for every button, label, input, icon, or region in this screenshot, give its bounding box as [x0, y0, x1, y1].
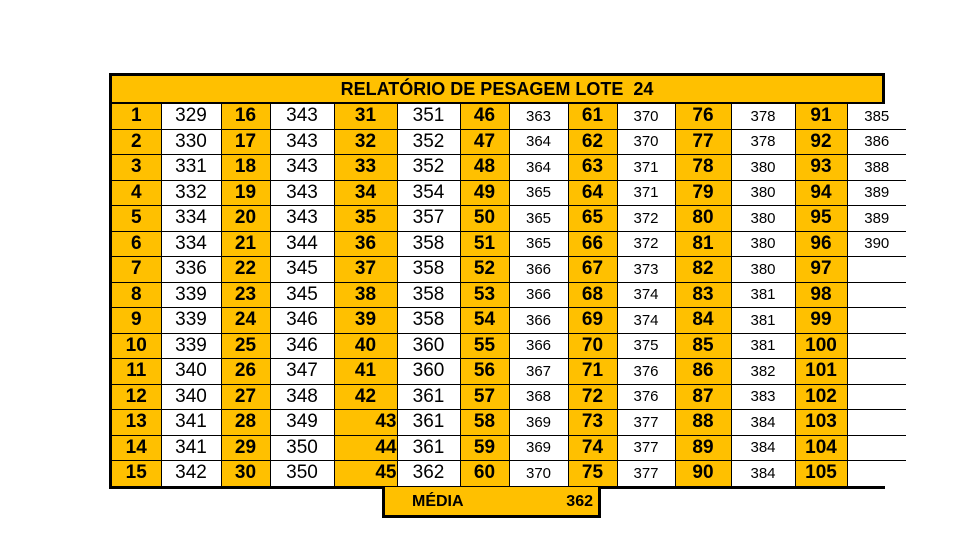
weight-value-cell: 369 — [509, 435, 568, 461]
weight-value-cell: 382 — [731, 359, 795, 385]
animal-number-cell: 96 — [795, 231, 847, 257]
animal-number-cell: 41 — [334, 359, 397, 385]
animal-number-cell: 24 — [221, 308, 270, 334]
weights-table — [112, 104, 906, 486]
weight-value-cell: 371 — [617, 155, 675, 181]
weight-value-cell: 362 — [397, 461, 460, 486]
animal-number-cell: 94 — [795, 180, 847, 206]
animal-number-cell: 62 — [568, 129, 617, 155]
animal-number-cell: 99 — [795, 308, 847, 334]
report-title: RELATÓRIO DE PESAGEM LOTE 24 — [112, 76, 882, 104]
animal-number-cell: 48 — [460, 155, 509, 181]
weight-value-cell: 361 — [397, 410, 460, 436]
weight-value-cell: 348 — [270, 384, 334, 410]
table-row — [112, 231, 906, 257]
animal-number-cell: 103 — [795, 410, 847, 436]
animal-number-cell: 31 — [334, 104, 397, 129]
weight-value-cell: 377 — [617, 435, 675, 461]
weight-value-cell: 372 — [617, 231, 675, 257]
weight-value-cell: 385 — [847, 104, 906, 129]
average-value: 362 — [566, 493, 593, 510]
weight-value-cell: 358 — [397, 257, 460, 283]
animal-number-cell: 6 — [112, 231, 161, 257]
weight-value-cell: 330 — [161, 129, 221, 155]
weight-value-cell: 352 — [397, 155, 460, 181]
animal-number-cell: 40 — [334, 333, 397, 359]
animal-number-cell: 49 — [460, 180, 509, 206]
animal-number-cell: 39 — [334, 308, 397, 334]
table-row — [112, 461, 906, 486]
weight-value-cell: 373 — [617, 257, 675, 283]
animal-number-cell: 37 — [334, 257, 397, 283]
animal-number-cell: 12 — [112, 384, 161, 410]
table-row — [112, 435, 906, 461]
weight-value-cell: 367 — [509, 359, 568, 385]
animal-number-cell: 68 — [568, 282, 617, 308]
animal-number-cell: 54 — [460, 308, 509, 334]
animal-number-cell: 70 — [568, 333, 617, 359]
animal-number-cell: 42 — [334, 384, 397, 410]
animal-number-cell: 33 — [334, 155, 397, 181]
animal-number-cell: 66 — [568, 231, 617, 257]
animal-number-cell: 55 — [460, 333, 509, 359]
weight-value-cell: 345 — [270, 282, 334, 308]
weight-value-cell: 380 — [731, 231, 795, 257]
animal-number-cell: 74 — [568, 435, 617, 461]
weight-value-cell: 340 — [161, 359, 221, 385]
animal-number-cell: 23 — [221, 282, 270, 308]
weight-value-cell: 374 — [617, 282, 675, 308]
weight-value-cell: 340 — [161, 384, 221, 410]
table-row — [112, 104, 906, 129]
animal-number-cell: 87 — [675, 384, 731, 410]
animal-number-cell: 50 — [460, 206, 509, 232]
weight-value-cell: 334 — [161, 231, 221, 257]
weight-value-cell: 329 — [161, 104, 221, 129]
weight-value-cell: 370 — [509, 461, 568, 486]
weight-value-cell: 346 — [270, 333, 334, 359]
weighing-report — [109, 73, 890, 489]
animal-number-cell: 45 — [334, 461, 397, 486]
animal-number-cell: 8 — [112, 282, 161, 308]
weight-value-cell: 381 — [731, 308, 795, 334]
weight-value-cell: 381 — [731, 333, 795, 359]
animal-number-cell: 102 — [795, 384, 847, 410]
animal-number-cell: 90 — [675, 461, 731, 486]
animal-number-cell: 13 — [112, 410, 161, 436]
table-row — [112, 206, 906, 232]
animal-number-cell: 100 — [795, 333, 847, 359]
animal-number-cell: 9 — [112, 308, 161, 334]
table-row — [112, 257, 906, 283]
animal-number-cell: 79 — [675, 180, 731, 206]
animal-number-cell: 34 — [334, 180, 397, 206]
animal-number-cell: 5 — [112, 206, 161, 232]
animal-number-cell: 93 — [795, 155, 847, 181]
weight-value-cell: 336 — [161, 257, 221, 283]
weight-value-cell: 331 — [161, 155, 221, 181]
weight-value-cell: 350 — [270, 461, 334, 486]
animal-number-cell: 51 — [460, 231, 509, 257]
animal-number-cell: 101 — [795, 359, 847, 385]
weight-value-cell: 344 — [270, 231, 334, 257]
animal-number-cell: 58 — [460, 410, 509, 436]
animal-number-cell: 47 — [460, 129, 509, 155]
animal-number-cell: 82 — [675, 257, 731, 283]
weight-value-cell: 364 — [509, 129, 568, 155]
animal-number-cell: 72 — [568, 384, 617, 410]
weight-value-cell: 347 — [270, 359, 334, 385]
weight-value-cell: 349 — [270, 410, 334, 436]
weight-value-cell: 377 — [617, 461, 675, 486]
animal-number-cell: 1 — [112, 104, 161, 129]
animal-number-cell: 60 — [460, 461, 509, 486]
weight-value-cell — [847, 359, 906, 385]
animal-number-cell: 97 — [795, 257, 847, 283]
weight-value-cell: 350 — [270, 435, 334, 461]
animal-number-cell: 17 — [221, 129, 270, 155]
animal-number-cell: 98 — [795, 282, 847, 308]
weight-value-cell — [847, 282, 906, 308]
weight-value-cell: 376 — [617, 359, 675, 385]
table-row — [112, 129, 906, 155]
animal-number-cell: 32 — [334, 129, 397, 155]
weight-value-cell: 386 — [847, 129, 906, 155]
animal-number-cell: 91 — [795, 104, 847, 129]
table-row — [112, 308, 906, 334]
weight-value-cell: 341 — [161, 410, 221, 436]
weight-value-cell: 332 — [161, 180, 221, 206]
weight-value-cell: 389 — [847, 180, 906, 206]
animal-number-cell: 67 — [568, 257, 617, 283]
table-row — [112, 359, 906, 385]
weight-value-cell: 366 — [509, 308, 568, 334]
weight-value-cell: 360 — [397, 359, 460, 385]
weight-value-cell: 366 — [509, 257, 568, 283]
weight-value-cell — [847, 333, 906, 359]
animal-number-cell: 85 — [675, 333, 731, 359]
weight-value-cell: 378 — [731, 104, 795, 129]
animal-number-cell: 77 — [675, 129, 731, 155]
animal-number-cell: 64 — [568, 180, 617, 206]
weight-value-cell: 370 — [617, 129, 675, 155]
weight-value-cell: 376 — [617, 384, 675, 410]
weight-value-cell: 334 — [161, 206, 221, 232]
animal-number-cell: 20 — [221, 206, 270, 232]
weight-value-cell: 341 — [161, 435, 221, 461]
animal-number-cell: 95 — [795, 206, 847, 232]
animal-number-cell: 56 — [460, 359, 509, 385]
animal-number-cell: 88 — [675, 410, 731, 436]
weight-value-cell: 339 — [161, 308, 221, 334]
weight-value-cell: 378 — [731, 129, 795, 155]
animal-number-cell: 105 — [795, 461, 847, 486]
weight-value-cell: 371 — [617, 180, 675, 206]
animal-number-cell: 86 — [675, 359, 731, 385]
animal-number-cell: 71 — [568, 359, 617, 385]
weight-value-cell: 360 — [397, 333, 460, 359]
animal-number-cell: 44 — [334, 435, 397, 461]
animal-number-cell: 59 — [460, 435, 509, 461]
weight-value-cell: 352 — [397, 129, 460, 155]
animal-number-cell: 65 — [568, 206, 617, 232]
table-row — [112, 155, 906, 181]
animal-number-cell: 69 — [568, 308, 617, 334]
weight-value-cell: 372 — [617, 206, 675, 232]
weight-value-cell: 384 — [731, 410, 795, 436]
weight-value-cell: 343 — [270, 104, 334, 129]
weight-value-cell: 380 — [731, 206, 795, 232]
weight-value-cell — [847, 384, 906, 410]
animal-number-cell: 78 — [675, 155, 731, 181]
weight-value-cell — [847, 461, 906, 486]
weight-value-cell: 357 — [397, 206, 460, 232]
weight-value-cell: 366 — [509, 282, 568, 308]
weight-value-cell: 364 — [509, 155, 568, 181]
animal-number-cell: 46 — [460, 104, 509, 129]
animal-number-cell: 10 — [112, 333, 161, 359]
weight-value-cell: 380 — [731, 155, 795, 181]
weight-value-cell — [847, 257, 906, 283]
weight-value-cell: 377 — [617, 410, 675, 436]
weight-value-cell — [847, 435, 906, 461]
weight-value-cell: 383 — [731, 384, 795, 410]
animal-number-cell: 21 — [221, 231, 270, 257]
animal-number-cell: 104 — [795, 435, 847, 461]
weight-value-cell: 343 — [270, 180, 334, 206]
animal-number-cell: 3 — [112, 155, 161, 181]
animal-number-cell: 27 — [221, 384, 270, 410]
weight-value-cell: 358 — [397, 308, 460, 334]
weight-value-cell: 370 — [617, 104, 675, 129]
animal-number-cell: 2 — [112, 129, 161, 155]
animal-number-cell: 73 — [568, 410, 617, 436]
weight-value-cell: 380 — [731, 180, 795, 206]
weight-value-cell: 339 — [161, 333, 221, 359]
weight-value-cell: 380 — [731, 257, 795, 283]
animal-number-cell: 29 — [221, 435, 270, 461]
animal-number-cell: 36 — [334, 231, 397, 257]
weight-value-cell: 345 — [270, 257, 334, 283]
table-row — [112, 333, 906, 359]
animal-number-cell: 16 — [221, 104, 270, 129]
animal-number-cell: 52 — [460, 257, 509, 283]
weight-value-cell: 390 — [847, 231, 906, 257]
animal-number-cell: 76 — [675, 104, 731, 129]
weight-value-cell: 343 — [270, 129, 334, 155]
weight-value-cell: 365 — [509, 180, 568, 206]
weight-value-cell: 346 — [270, 308, 334, 334]
animal-number-cell: 26 — [221, 359, 270, 385]
animal-number-cell: 25 — [221, 333, 270, 359]
weight-value-cell: 365 — [509, 206, 568, 232]
animal-number-cell: 19 — [221, 180, 270, 206]
animal-number-cell: 53 — [460, 282, 509, 308]
weight-value-cell: 361 — [397, 384, 460, 410]
animal-number-cell: 81 — [675, 231, 731, 257]
table-row — [112, 410, 906, 436]
animal-number-cell: 80 — [675, 206, 731, 232]
weight-value-cell — [847, 410, 906, 436]
weight-value-cell: 365 — [509, 231, 568, 257]
average-label: MÉDIA — [412, 493, 464, 510]
weight-value-cell: 363 — [509, 104, 568, 129]
weight-value-cell: 384 — [731, 435, 795, 461]
animal-number-cell: 28 — [221, 410, 270, 436]
animal-number-cell: 43 — [334, 410, 397, 436]
weight-value-cell: 339 — [161, 282, 221, 308]
weight-value-cell: 354 — [397, 180, 460, 206]
animal-number-cell: 92 — [795, 129, 847, 155]
weight-value-cell: 366 — [509, 333, 568, 359]
animal-number-cell: 84 — [675, 308, 731, 334]
weight-value-cell: 374 — [617, 308, 675, 334]
weight-value-cell: 375 — [617, 333, 675, 359]
weight-value-cell: 358 — [397, 282, 460, 308]
weight-value-cell: 343 — [270, 155, 334, 181]
animal-number-cell: 30 — [221, 461, 270, 486]
animal-number-cell: 4 — [112, 180, 161, 206]
animal-number-cell: 83 — [675, 282, 731, 308]
animal-number-cell: 15 — [112, 461, 161, 486]
weight-value-cell: 388 — [847, 155, 906, 181]
animal-number-cell: 75 — [568, 461, 617, 486]
animal-number-cell: 11 — [112, 359, 161, 385]
animal-number-cell: 18 — [221, 155, 270, 181]
weight-value-cell: 381 — [731, 282, 795, 308]
animal-number-cell: 89 — [675, 435, 731, 461]
weight-value-cell: 368 — [509, 384, 568, 410]
weight-value-cell: 361 — [397, 435, 460, 461]
weight-value-cell: 343 — [270, 206, 334, 232]
weight-value-cell — [847, 308, 906, 334]
animal-number-cell: 14 — [112, 435, 161, 461]
weight-value-cell: 369 — [509, 410, 568, 436]
table-row — [112, 384, 906, 410]
animal-number-cell: 63 — [568, 155, 617, 181]
animal-number-cell: 22 — [221, 257, 270, 283]
average-box — [382, 487, 601, 518]
table-row — [112, 282, 906, 308]
weight-value-cell: 358 — [397, 231, 460, 257]
animal-number-cell: 61 — [568, 104, 617, 129]
weight-value-cell: 342 — [161, 461, 221, 486]
animal-number-cell: 35 — [334, 206, 397, 232]
weight-value-cell: 351 — [397, 104, 460, 129]
weight-value-cell: 384 — [731, 461, 795, 486]
animal-number-cell: 38 — [334, 282, 397, 308]
table-row — [112, 180, 906, 206]
weight-value-cell: 389 — [847, 206, 906, 232]
animal-number-cell: 57 — [460, 384, 509, 410]
animal-number-cell: 7 — [112, 257, 161, 283]
